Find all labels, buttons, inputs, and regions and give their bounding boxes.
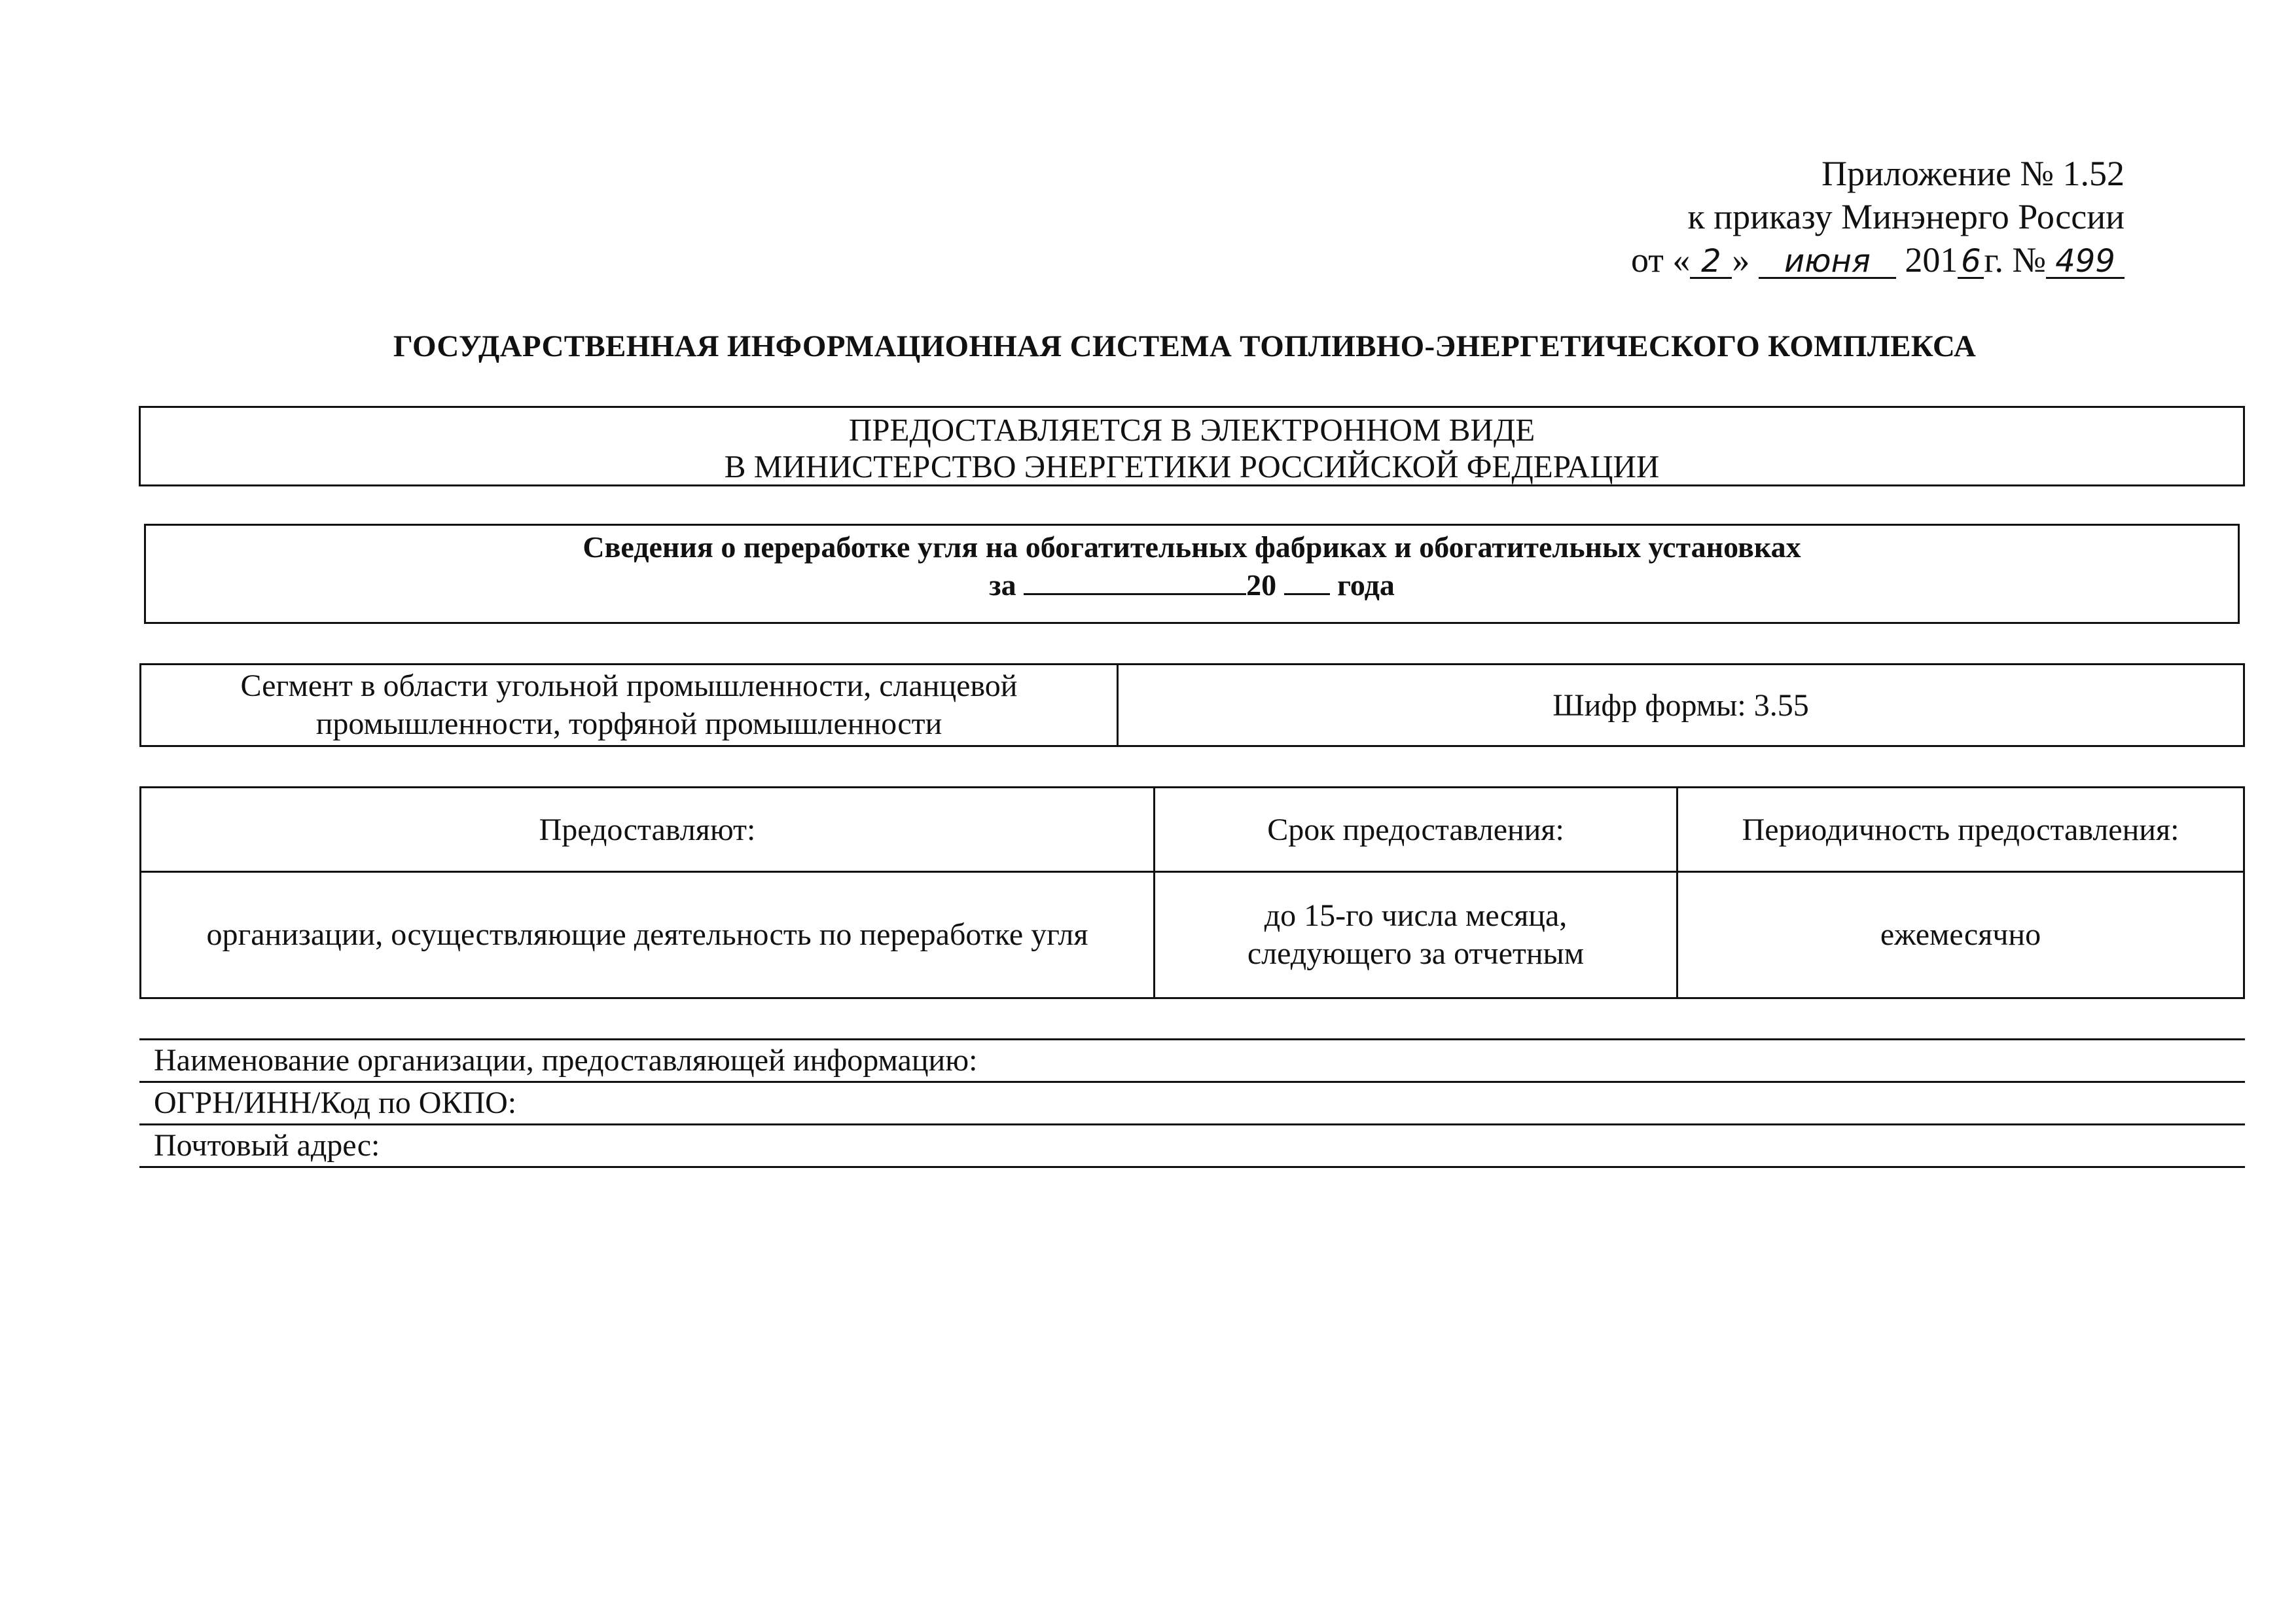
handwritten-month: июня: [1759, 246, 1896, 279]
cell-submitters: организации, осуществляющие деятельность по переработке угля: [141, 872, 1155, 998]
org-address-line[interactable]: Почтовый адрес:: [139, 1125, 2245, 1168]
form-period-year-word: года: [1337, 568, 1395, 602]
electronic-line-1: ПРЕДОСТАВЛЯЕТСЯ В ЭЛЕКТРОННОМ ВИДЕ: [848, 412, 1535, 448]
page-title: ГОСУДАРСТВЕННАЯ ИНФОРМАЦИОННАЯ СИСТЕМА ТОПЛИВНО-ЭНЕРГЕТИЧЕСКОГО КОМПЛЕКСА: [393, 329, 1977, 363]
form-title-box: [144, 524, 2240, 624]
form-code: Шифр формы: 3.55: [1552, 687, 1809, 723]
deadline-text: до 15-го числа месяца, следующего за отчетным: [1247, 898, 1585, 971]
segment-table: [139, 663, 2245, 747]
table-header-row: [141, 788, 2244, 872]
handwritten-day: 2: [1690, 246, 1732, 279]
header-deadline: Срок предоставления:: [1155, 788, 1677, 872]
appendix-header: [1631, 152, 2125, 282]
period-blank[interactable]: [1024, 567, 1246, 595]
segment-label: Сегмент в области угольной промышленности, сланцевой промышленности, торфяной промышленности: [141, 665, 1119, 745]
cell-deadline: [1155, 872, 1677, 998]
form-period-for: за: [989, 568, 1016, 602]
form-period-year-prefix: 20: [1246, 568, 1277, 602]
table-row: [141, 872, 2244, 998]
handwritten-order-number: 499: [2046, 246, 2125, 279]
electronic-submission-box: [139, 406, 2245, 486]
cell-frequency: ежемесячно: [1677, 872, 2244, 998]
form-period: [146, 566, 2238, 604]
year-prefix: 201: [1905, 240, 1958, 280]
header-frequency: Периодичность предоставления:: [1677, 788, 2244, 872]
appendix-order-date: [1631, 238, 2125, 282]
year-blank[interactable]: [1284, 567, 1330, 595]
handwritten-year-digit: 6: [1958, 246, 1984, 279]
electronic-line-2: В МИНИСТЕРСТВО ЭНЕРГЕТИКИ РОССИЙСКОЙ ФЕДЕРАЦИИ: [724, 448, 1660, 484]
date-prefix: от «: [1631, 240, 1691, 280]
org-ogrn-line[interactable]: ОГРН/ИНН/Код по ОКПО:: [139, 1083, 2245, 1125]
appendix-order-ref: к приказу Минэнерго России: [1687, 197, 2125, 236]
organization-info: [139, 1038, 2245, 1168]
appendix-number: Приложение № 1.52: [1821, 154, 2125, 193]
header-submitters: Предоставляют:: [141, 788, 1155, 872]
submission-table: [139, 786, 2245, 999]
org-name-line[interactable]: Наименование организации, предоставляющей информацию:: [139, 1040, 2245, 1083]
order-number-label: г. №: [1984, 240, 2046, 280]
form-title: Сведения о переработке угля на обогатительных фабриках и обогатительных установках: [583, 530, 1801, 564]
date-quote-close: »: [1732, 240, 1750, 280]
